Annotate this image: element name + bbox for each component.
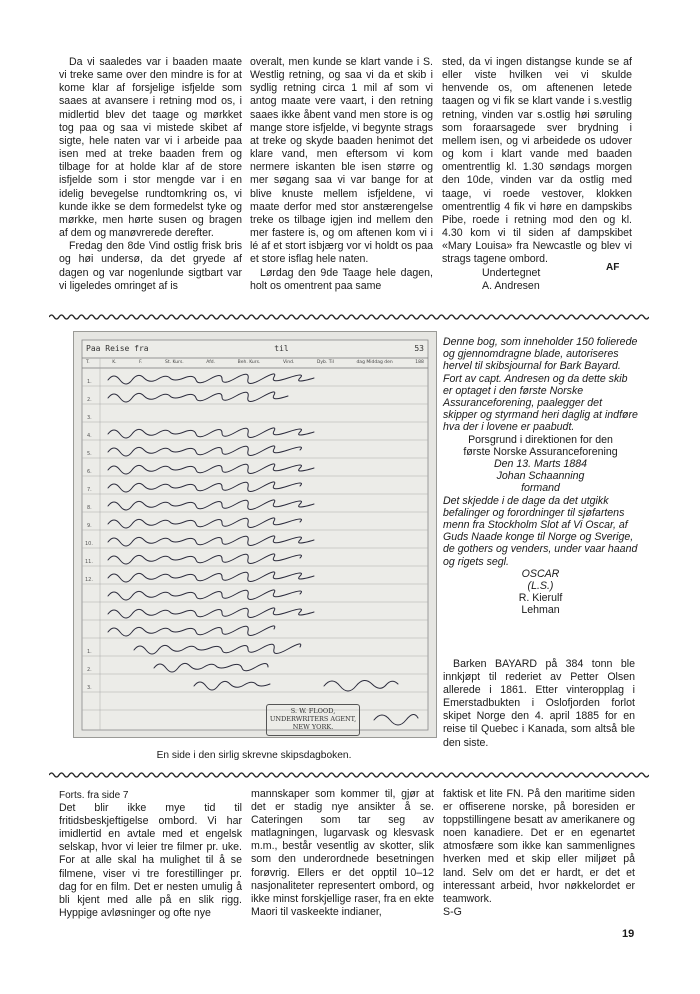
svg-text:4.: 4. [87,433,92,439]
page-number: 19 [622,928,635,940]
paragraph: overalt, men kunde se klart vande i S. Westlig retning, og saa vi da et skib i sydlig retning circa 1 mil af som vi antog maate vere vaart, i den retning saaes ikke åbent vand men store is og mange store isfjelde, vi begynte strags at treke og skyde baaden henimot det klare vand, men eftersom vi kom nermere iskanten ble isen større og mer søgang saa vi var bange for at blive knuste mellem isfjeldene, vi maate derfor med stor anstærengelse treke os tilbage igjen ind mellem den mer fastere is, og om aftenen kom vi i lé af et stort isbjærg vor vi holdt os paa et store isflag hele naten. [250,56,433,266]
handwriting-scribbles [74,332,436,737]
ship-history [443,658,635,750]
signature: R. Kierulf [518,592,563,605]
signature-label: Undertegnet [482,266,541,279]
ledger-col: St. Kurs. [165,360,184,365]
author-initials: S-G [443,905,462,918]
paragraph: Lørdag den 9de Taage hele dagen, holt os omentrent paa same [250,266,433,292]
paragraph: faktisk et lite FN. På den maritime siden er offiserene norske, på boresiden er toppstillingene besatt av amerikanere og noen kanadiere. Det er en egenartet atmosfære som ikke kan sammenlignes hverken med et skip eller miljøet på land. Selv om det er hardt, er det et interessant arbeid, hvor nøkkelordet er teamwork. [443,788,635,905]
article-column-2 [250,56,433,293]
ledger-col: Beh. Kurs. [237,360,261,365]
photo-caption: En side i den sirlig skrevne skipsdagboken. [156,750,352,761]
paragraph: Denne bog, som inneholder 150 folierede og gjennomdragne blade, autoriseres hervel til skibsjournal for Bark Bayard. [443,336,638,373]
paragraph: sted, da vi ingen distangse kunde se af eller viste hvilken vei vi skulde henvende os, om aftenenen letede taagen og vi fik se klart vande i s.vestlig retning, vinden var s.ostlig høi søruling som foraarsagede sver brydning i mellem isen, og vi arbeidede os udover og kom i klart vande med baaden omentrentlig kl. 1.30 søndags morgen den 10de, vinden var da ostlig med taage, vi roede vestover, klokken omentrentlig 4 fik vi høre en dampskibs Pibe, roede i retning mod den og kl. 4.30 kom vi til siden af dampskibet «Mary Louisa» fra Newcastle og blev vi strags tagene ombord. [442,56,632,266]
ledger-col: Vind. [282,360,295,365]
underwriter-stamp: S. W. FLOOD, UNDERWRITERS AGENT, NEW YORK. [266,704,360,736]
svg-text:5.: 5. [87,451,92,457]
bottom-column-3 [443,788,635,919]
issuer-line: Porsgrund i direktionen for den [468,433,613,446]
signature-name: A. Andresen [482,279,540,292]
svg-text:3.: 3. [87,415,92,421]
paragraph: mannskaper som kommer til, gjør at det er stadig nye ansikter å se. Cateringen som tar seg av matlagningen, lugarvask og klesvask m.m., består vesentlig av skotter, slik som den underordnede besetningen forøvrig. Ellers er det opptil 10–12 nasjonaliteter representert ombord, og ikke minst forskjellige raser, fra en ekte Maori til vaskeekte indianer, [251,788,434,918]
article-column-3 [442,56,632,293]
author-initials: AF [606,262,620,273]
king-signature: OSCAR [521,567,560,580]
ledger-col: 188 [415,360,424,365]
svg-text:8.: 8. [87,505,92,511]
paragraph: Det blir ikke mye tid til fritidsbeskjeftigelse ombord. Vi har imidlertid en avtale med et engelsk selskap, hvor vi leier tre filmer pr. uke. For at alle skal ha mulighet til å se filmene, viser vi tre forestillinger pr. dag for en film. Det er nesten umulig å bli kjent med alle på en slik rigg. Hyppige avløsninger og ofte nye [59,802,242,919]
paragraph: Barken BAYARD på 384 tonn ble innkjøpt til rederiet av Petter Olsen allerede i 1861. Etter vinteropplag i Emerstadbukten i Oslofjorden forlot skipet Norge den 4. april 1885 for en reise til Quebec i Kanada, som altså ble den siste. [443,658,635,749]
svg-text:3.: 3. [87,685,92,691]
paragraph: Fort av capt. Andresen og da dette skib er optaget i den første Norske Assuranceforening, paalegger det skipper og styrmand heri daglig at indføre hva der i lovene er paabudt. [443,372,638,434]
ledger-col: T. [86,360,90,365]
svg-text:12.: 12. [85,577,93,583]
bottom-column-1 [59,789,242,920]
ledger-col: K. [112,360,117,365]
date-line: Den 13. Marts 1884 [493,458,588,471]
svg-text:7.: 7. [87,487,92,493]
paragraph: Det skjedde i de dage da det utgikk befalinger og forordninger til sjøfartens menn fra Stockholm Slot af Vi Oscar, af Guds Naade konge til Norge og Sverige, de gothers og venders, under vaar haand og rigets segl. [443,494,638,568]
wavy-divider [49,771,649,779]
signature: Lehman [521,604,560,617]
logbook-photo [73,331,437,738]
ledger-col: Afd. [206,360,216,365]
director-name: Johan Schaanning [496,470,585,483]
svg-text:11.: 11. [85,559,93,565]
ledger-to: til [274,344,289,353]
wavy-divider [49,313,649,321]
ledger-col: Dyb. Til [316,360,334,365]
authorization-text [443,336,638,617]
svg-text:10.: 10. [85,541,93,547]
ledger-col: dag Middag den [356,360,393,365]
svg-text:6.: 6. [87,469,92,475]
article-column-1 [59,56,242,293]
svg-text:1.: 1. [87,649,92,655]
issuer-line: første Norske Assuranceforening [463,445,618,458]
paragraph: Fredag den 8de Vind ostlig frisk bris og høi undersø, da det gryede af dagen og var nogenlunde sigtbart var vi ligeledes omringet af is [59,240,242,292]
svg-text:2.: 2. [87,667,92,673]
ledger-from: Paa Reise fra [86,344,149,353]
ledger-page-number: 53 [414,344,424,353]
director-title: formand [521,482,560,495]
ledger-col: F. [139,360,143,365]
seal: (L.S.) [527,580,554,593]
svg-text:1.: 1. [87,379,92,385]
svg-text:9.: 9. [87,523,92,529]
svg-text:2.: 2. [87,397,92,403]
continued-from: Forts. fra side 7 [59,790,129,801]
bottom-column-2 [251,788,434,919]
paragraph: Da vi saaledes var i baaden maate vi treke same over den mindre is for at kome klar af forsjelige isfjelde som saaes at avansere i retning mod os, i midlertid blev det taage og mørkket tog paa og saa vi mistede skibet af sigte, hele naten var vi i arbeide paa isen med at treke baaden frem og tilbage for at holde klar af de store isfjelde som i stor mengde var i en idelig bevegelse rundtomkring os, vi kunde ikke se dem formedelst tyke og mørkke, men hørte susen og bragen af dem og manøvrerede derefter. [59,56,242,240]
